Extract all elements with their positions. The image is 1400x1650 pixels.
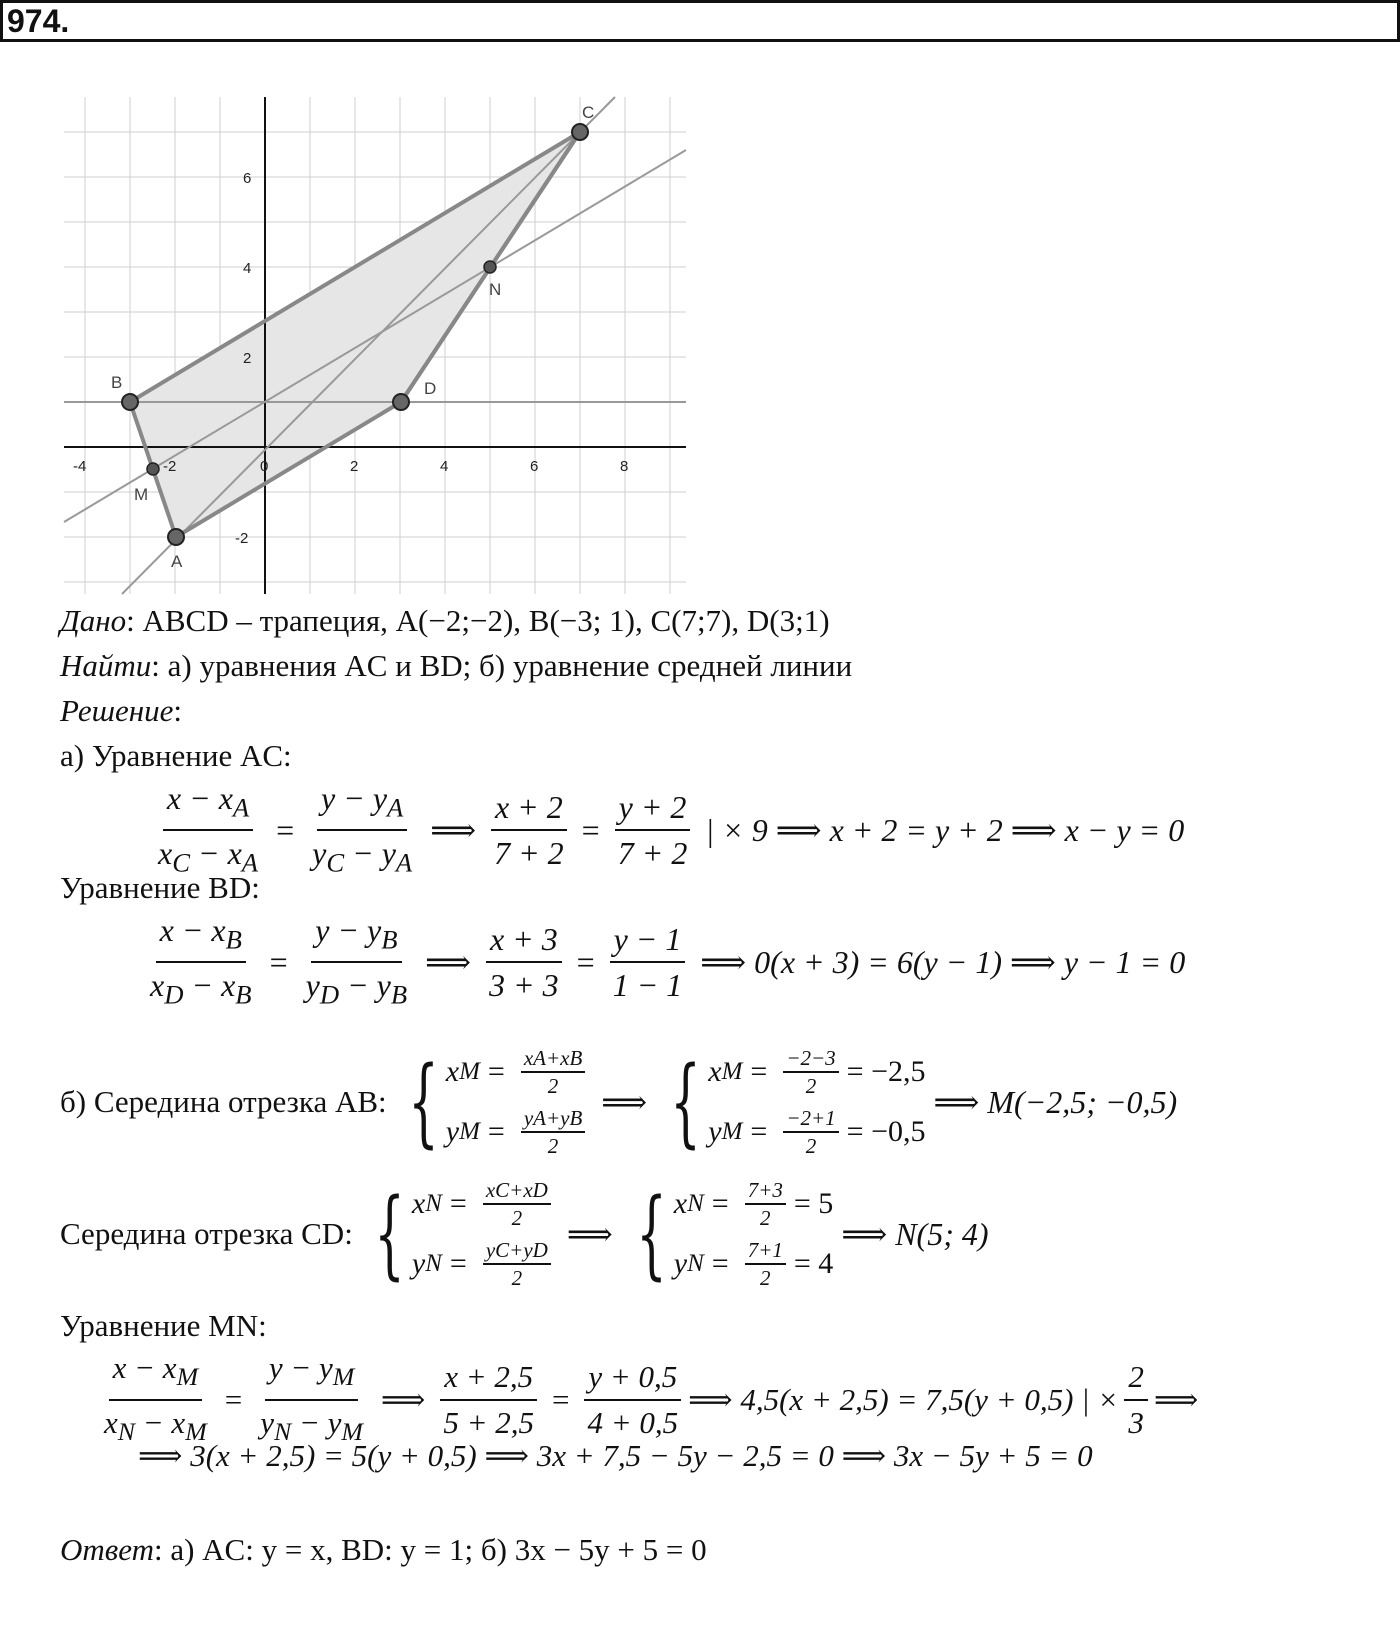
label-b: B <box>111 373 123 392</box>
answer-line: Ответ: а) AC: y = x, BD: y = 1; б) 3x − 5y + 5 = 0 <box>60 1532 707 1567</box>
point-m <box>147 463 159 475</box>
mn-title: Уравнение MN: <box>60 1308 267 1343</box>
x-tick-label: -4 <box>73 458 87 475</box>
x-tick-label: 2 <box>350 458 359 475</box>
label-a: A <box>171 552 183 571</box>
x-tick-label: -2 <box>163 458 177 475</box>
label-c: C <box>582 103 595 122</box>
label-m: M <box>134 485 149 504</box>
problem-number: 974. <box>0 0 1400 42</box>
x-tick-label: 4 <box>440 458 449 475</box>
x-tick-label: 6 <box>530 458 539 475</box>
bd-equation: $\frac{x - x_B}{x_D - x_B}$ = $\frac{y - y_B}{y_D - y_B}$ ⟹ $\frac{x + 3}{3 + 3}$ = $\frac{y - 1}{1 - 1}$ ⟹ 0(x + 3) = 6(y − 1) ⟹ y − 1 = 0 <box>150 912 1186 1010</box>
cd-midpoint: Середина отрезка CD: { x N = $\frac{xC+xD}{2}$ y N = $\frac{yC+yD}{2}$ ⟹ { x N = $\frac{7+3}{2}$ = 5 y N = $\frac{7+1}{2}$ = 4 ⟹ N(5; 4) <box>60 1178 989 1290</box>
point-a <box>168 529 184 545</box>
ab-midpoint: б) Середина отрезка AB: { x M = $\frac{xA+xB}{2}$ y M = $\frac{yA+yB}{2}$ ⟹ { x M = $\frac{-2-3}{2}$ = −2,5 y M = $\frac{-2+1}{2}$ = −0,5 ⟹ M(−2,5; −0,5) <box>60 1046 1178 1158</box>
given-line: Дано: ABCD – трапеция, A(−2;−2), B(−3; 1), C(7;7), D(3;1) <box>60 603 830 638</box>
mn-equation-line2: ⟹ 3(x + 2,5) = 5(y + 0,5) ⟹ 3x + 7,5 − 5y − 2,5 = 0 ⟹ 3x − 5y + 5 = 0 <box>138 1438 1093 1473</box>
x-tick-label: 8 <box>620 458 629 475</box>
y-tick-label: 4 <box>243 260 252 277</box>
ac-title: а) Уравнение AC: <box>60 738 292 773</box>
y-tick-label: 2 <box>243 350 252 367</box>
mn-equation: $\frac{x - x_M}{x_N - x_M}$ = $\frac{y - y_M}{y_N - y_M}$ ⟹ $\frac{x + 2,5}{5 + 2,5}$ = $\frac{y + 0,5}{4 + 0,5}$ ⟹ 4,5(x + 2,5) = 7,5(y + 0,5) | × $\frac{2}{3}$ ⟹ <box>104 1350 1199 1447</box>
label-d: D <box>424 379 437 398</box>
ac-equation: $\frac{x - x_A}{x_C - x_A}$ = $\frac{y - y_A}{y_C - y_A}$ ⟹ $\frac{x + 2}{7 + 2}$ = $\frac{y + 2}{7 + 2}$ | × 9 ⟹ x + 2 = y + 2 ⟹ x − y = 0 <box>158 780 1185 878</box>
label-n: N <box>489 280 502 299</box>
y-tick-label: -2 <box>235 530 249 547</box>
point-d <box>393 394 409 410</box>
y-tick-label: 6 <box>243 170 252 187</box>
solution-label: Решение: <box>60 693 182 728</box>
point-b <box>122 394 138 410</box>
x-tick-label: 0 <box>260 458 269 475</box>
point-c <box>572 124 588 140</box>
coordinate-graph <box>0 0 720 600</box>
point-n <box>484 261 496 273</box>
line-ac <box>122 97 615 594</box>
bd-title: Уравнение BD: <box>60 870 260 905</box>
find-line: Найти: а) уравнения AC и BD; б) уравнение средней линии <box>60 648 853 683</box>
